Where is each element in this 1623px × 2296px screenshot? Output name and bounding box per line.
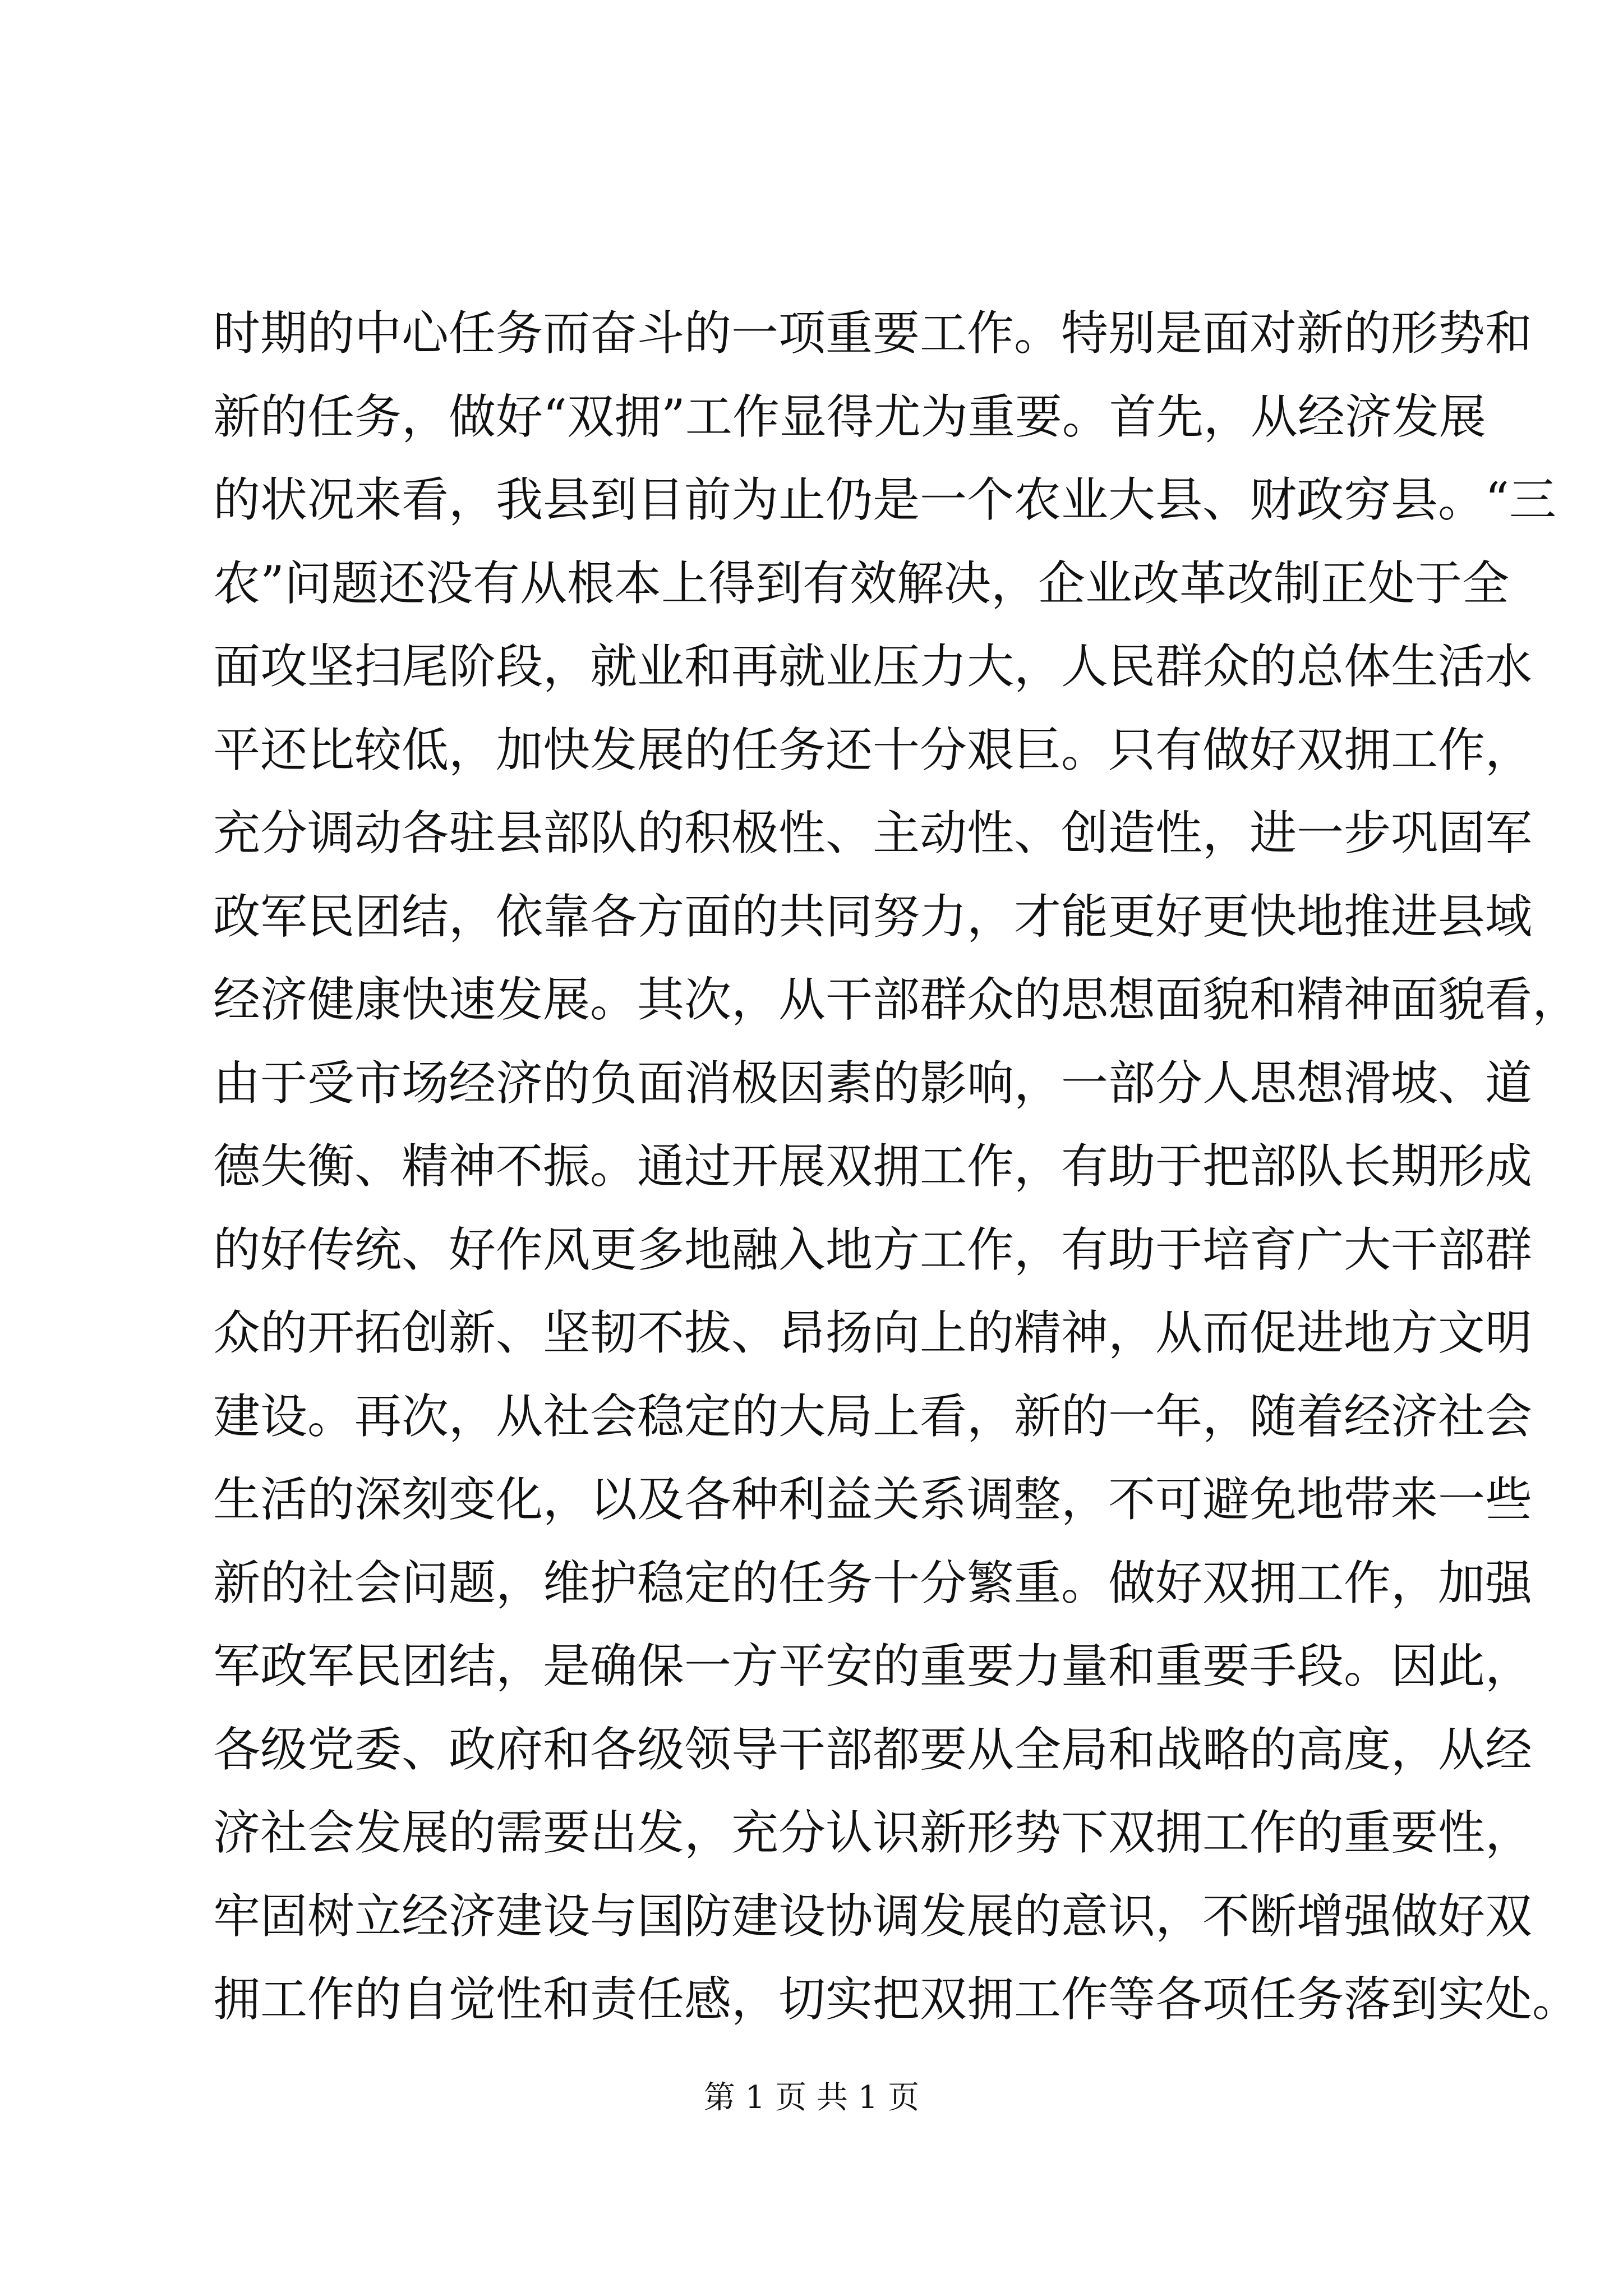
text-line: 由于受市场经济的负面消极因素的影响，一部分人思想滑坡、道 (213, 1055, 1533, 1111)
page-footer (0, 2076, 1623, 2120)
text-line: 政军民团结，依靠各方面的共同努力，才能更好更快地推进县域 (213, 889, 1533, 944)
text-line: 经济健康快速发展。其次，从干部群众的思想面貌和精神面貌看， (213, 972, 1580, 1027)
text-line: 各级党委、政府和各级领导干部都要从全局和战略的高度，从经 (213, 1722, 1533, 1777)
text-line: 拥工作的自觉性和责任感，切实把双拥工作等各项任务落到实处。 (213, 1972, 1580, 2027)
text-line: 牢固树立经济建设与国防建设协调发展的意识，不断增强做好双 (213, 1888, 1533, 1944)
text-line: 农”问题还没有从根本上得到有效解决，企业改革改制正处于全 (213, 555, 1509, 611)
text-line: 众的开拓创新、坚韧不拔、昂扬向上的精神，从而促进地方文明 (213, 1305, 1533, 1360)
text-line: 建设。再次，从社会稳定的大局上看，新的一年，随着经济社会 (213, 1388, 1533, 1444)
text-line: 新的任务，做好“双拥”工作显得尤为重要。首先，从经济发展 (213, 389, 1486, 444)
text-line: 生活的深刻变化，以及各种利益关系调整，不可避免地带来一些 (213, 1472, 1533, 1527)
text-line: 平还比较低，加快发展的任务还十分艰巨。只有做好双拥工作， (213, 722, 1533, 777)
text-line: 的好传统、好作风更多地融入地方工作，有助于培育广大干部群 (213, 1222, 1533, 1277)
text-line: 军政军民团结，是确保一方平安的重要力量和重要手段。因此， (213, 1639, 1533, 1694)
text-line: 充分调动各驻县部队的积极性、主动性、创造性，进一步巩固军 (213, 806, 1533, 861)
text-line: 面攻坚扫尾阶段，就业和再就业压力大，人民群众的总体生活水 (213, 639, 1533, 694)
text-line: 济社会发展的需要出发，充分认识新形势下双拥工作的重要性， (213, 1805, 1533, 1860)
page-number-label: 第 1 页 共 1 页 (703, 2079, 920, 2116)
text-line: 的状况来看，我县到目前为止仍是一个农业大县、财政穷县。“三 (213, 472, 1556, 527)
text-line: 新的社会问题，维护稳定的任务十分繁重。做好双拥工作，加强 (213, 1555, 1533, 1611)
text-line: 时期的中心任务而奋斗的一项重要工作。特别是面对新的形势和 (213, 306, 1533, 361)
body-text (213, 292, 1580, 2041)
text-line: 德失衡、精神不振。通过开展双拥工作，有助于把部队长期形成 (213, 1139, 1533, 1194)
